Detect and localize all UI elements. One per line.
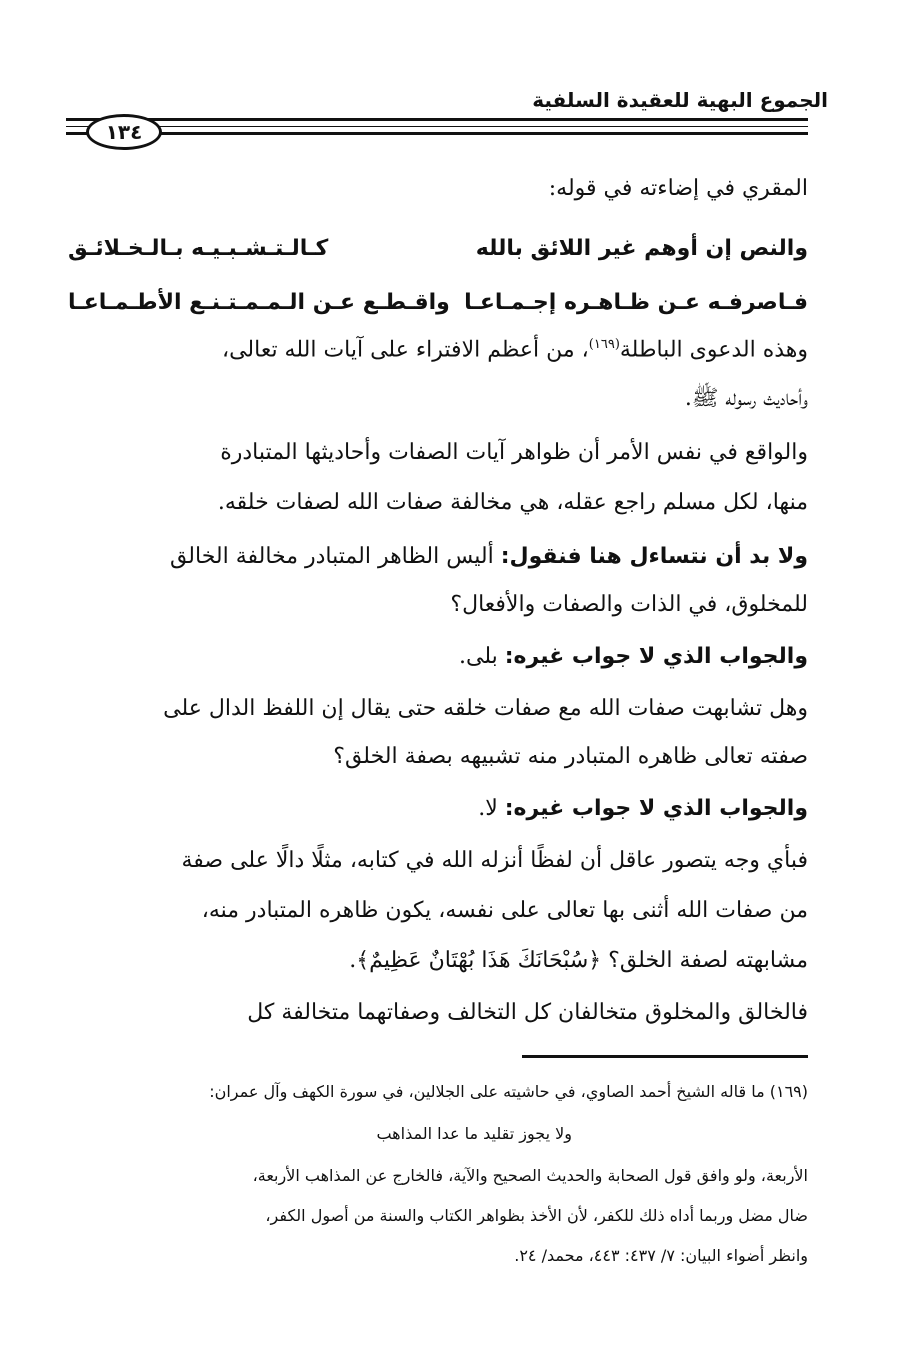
- answer-1-label: والجواب الذي لا جواب غيره:: [504, 644, 808, 669]
- answer-2: [478, 798, 808, 820]
- paragraph-1-text-a: وهذه الدعوى الباطلة: [619, 337, 808, 363]
- paragraph-5-line-2: من صفات الله أثنى بها تعالى على نفسه، يكون ظاهره المتبادر منه،: [201, 898, 808, 923]
- paragraph-4-line-1: وهل تشابهت صفات الله مع صفات خلقه حتى يقال إن اللفظ الدال على: [163, 696, 808, 721]
- paragraph-6-line-1: فالخالق والمخلوق متخالفان كل التخالف وصفاتهما متخالفة كل: [247, 1000, 808, 1025]
- footnote-line-5: وانظر أضواء البيان: ٧/ ٤٣٧: ٤٤٣، محمد/ ٢٤.: [514, 1246, 808, 1265]
- answer-2-text: لا.: [478, 796, 505, 821]
- paragraph-4-line-2: صفته تعالى ظاهره المتبادر منه تشبيهه بصفة الخلق؟: [333, 744, 808, 769]
- intro-line: المقري في إضاءته في قوله:: [548, 176, 808, 201]
- footnote-line-4: ضال مضل وربما أداه ذلك للكفر، لأن الأخذ بظواهر الكتاب والسنة من أصول الكفر،: [265, 1206, 808, 1225]
- footnote-separator: [522, 1055, 808, 1058]
- verse-2-first-hemistich: فـاصرفـه عـن ظـاهـره إجـمـاعـا: [464, 290, 808, 315]
- paragraph-5-line-3: مشابهته لصفة الخلق؟ ﴿سُبْحَانَكَ هَذَا بُهْتَانٌ عَظِيمٌ﴾.: [349, 948, 808, 973]
- paragraph-2-line-1: والواقع في نفس الأمر أن ظواهر آيات الصفات وأحاديثها المتبادرة: [220, 440, 808, 465]
- answer-1: [459, 646, 808, 668]
- verse-1-first-hemistich: والنص إن أوهم غير اللائق بالله: [475, 236, 808, 261]
- answer-1-text: بلى.: [459, 644, 505, 669]
- question-intro: ولا بد أن نتساءل هنا فنقول:: [500, 544, 808, 569]
- paragraph-1-text-b: ، من أعظم الافتراء على آيات الله تعالى،: [221, 337, 589, 363]
- header-rule-top: [66, 118, 808, 121]
- header-rule-middle: [66, 126, 808, 127]
- paragraph-5-line-1: فبأي وجه يتصور عاقل أن لفظًا أنزله الله في كتابه، مثلًا دالًا على صفة: [181, 848, 808, 873]
- footnote-line-2: [376, 1126, 808, 1142]
- footnote-line-3: الأربعة، ولو وافق قول الصحابة والحديث الصحيح والآية، فالخارج عن المذاهب الأربعة،: [252, 1166, 808, 1185]
- verse-2-second-hemistich: واقـطـع عـن الـمـمـتـنـع الأطـمـاعـا: [68, 290, 450, 315]
- footnote-line-2-text: ولا يجوز تقليد ما عدا المذاهب: [376, 1124, 572, 1143]
- paragraph-3-line-2: للمخلوق، في الذات والصفات والأفعال؟: [450, 592, 808, 617]
- running-title: الجموع البهية للعقيدة السلفية: [532, 88, 828, 112]
- footnote-line-1: (١٦٩) ما قاله الشيخ أحمد الصاوي، في حاشيته على الجلالين، في سورة الكهف وآل عمران:: [209, 1082, 808, 1101]
- question-text: أليس الظاهر المتبادر مخالفة الخالق: [169, 544, 501, 569]
- answer-2-label: والجواب الذي لا جواب غيره:: [504, 796, 808, 821]
- paragraph-1-line-1: [222, 338, 808, 361]
- footnote-marker: (١٦٩): [588, 337, 620, 352]
- paragraph-2-line-2: منها، لكل مسلم راجع عقله، هي مخالفة صفات الله لصفات خلقه.: [217, 490, 808, 515]
- paragraph-1-line-2: وأحاديث رسوله ﷺ.: [684, 386, 808, 411]
- verse-1: [68, 236, 808, 261]
- header-rule-bottom: [66, 132, 808, 135]
- page-number: ١٣٤: [86, 114, 162, 150]
- verse-1-second-hemistich: كـالـتـشـبـيـه بـالـخـلائـق: [68, 236, 329, 261]
- verse-2: [68, 290, 808, 315]
- paragraph-3-line-1: [170, 546, 808, 568]
